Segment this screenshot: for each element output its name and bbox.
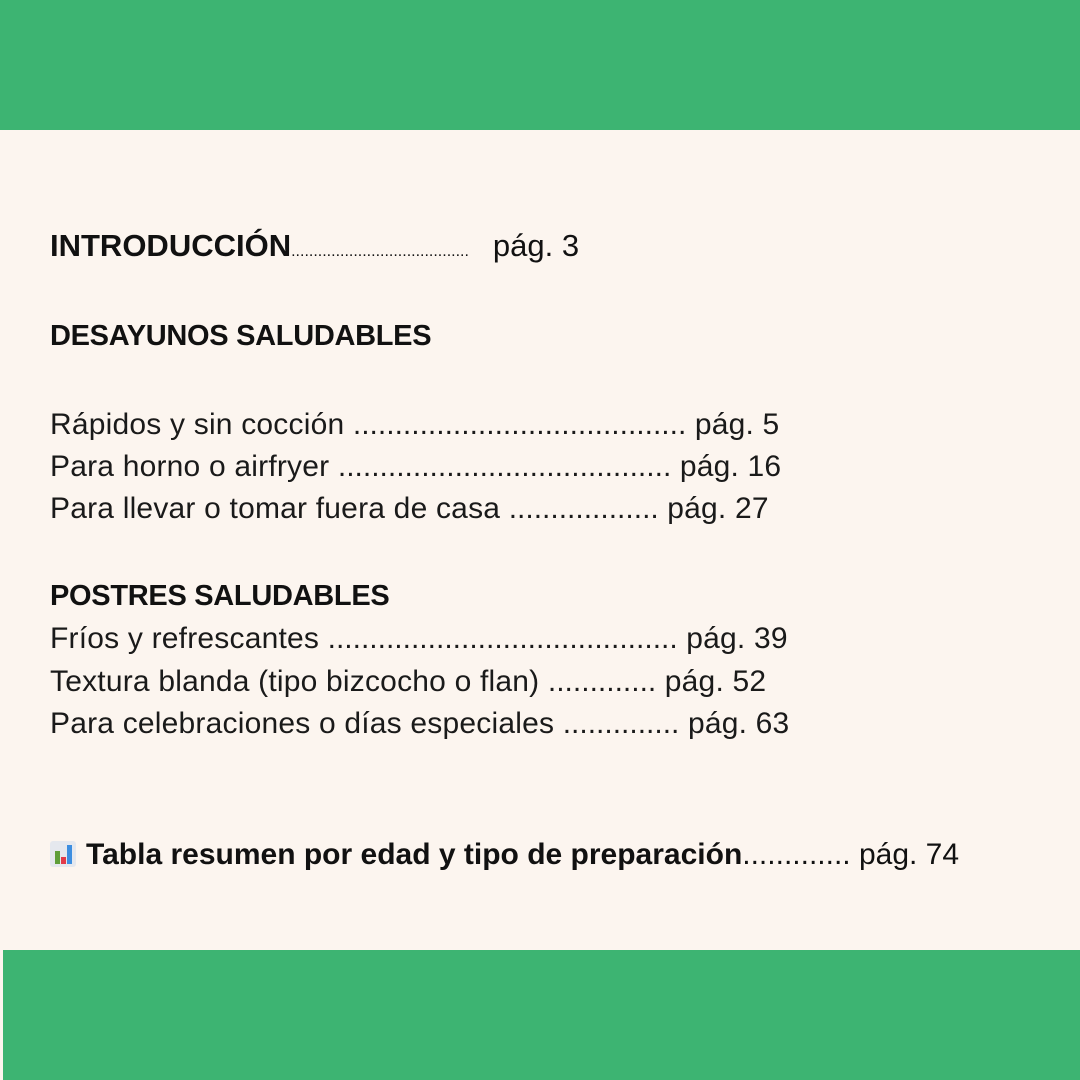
bottom-green-band <box>3 950 1080 1080</box>
page-number: pág. 52 <box>656 665 767 698</box>
leader-dots: ............. <box>742 838 851 871</box>
toc-entry[interactable] <box>50 492 769 526</box>
leader-dots: ........................................ <box>352 408 687 441</box>
section-heading-postres: POSTRES SALUDABLES <box>50 580 390 612</box>
page-number: pág. 16 <box>671 450 782 483</box>
bar-chart-icon <box>50 841 76 867</box>
entry-label: Fríos y refrescantes <box>50 622 328 655</box>
page-number: pág. 74 <box>850 838 960 871</box>
page-number: pág. 27 <box>658 492 769 525</box>
toc-entry[interactable] <box>50 450 781 484</box>
entry-label: Para llevar o tomar fuera de casa <box>50 492 509 525</box>
toc-entry[interactable] <box>50 408 779 442</box>
page-number: pág. 63 <box>679 707 790 740</box>
leader-dots: .................. <box>508 492 659 525</box>
leader-dots: ............. <box>547 665 657 698</box>
page-number: pág. 5 <box>686 408 780 441</box>
leader-dots: ........................................ <box>291 243 469 260</box>
toc-entry[interactable] <box>50 665 766 699</box>
leader-dots: .............. <box>562 707 680 740</box>
toc-entry[interactable] <box>50 707 789 741</box>
section-heading-desayunos: DESAYUNOS SALUDABLES <box>50 320 432 352</box>
leader-dots: .......................................... <box>327 622 678 655</box>
page-number: pág. 3 <box>492 228 580 263</box>
intro-title: INTRODUCCIÓN <box>50 228 292 263</box>
toc-summary-table[interactable] <box>50 838 959 872</box>
entry-label: Textura blanda (tipo bizcocho o flan) <box>50 665 548 698</box>
summary-title: Tabla resumen por edad y tipo de preparación <box>86 838 743 871</box>
toc-introduction[interactable] <box>50 228 579 264</box>
entry-label: Rápidos y sin cocción <box>50 408 353 441</box>
page-number: pág. 39 <box>677 622 788 655</box>
entry-label: Para celebraciones o días especiales <box>50 707 563 740</box>
entry-label: Para horno o airfryer <box>50 450 338 483</box>
top-green-band <box>0 0 1080 130</box>
leader-dots: ........................................ <box>337 450 672 483</box>
toc-entry[interactable] <box>50 622 788 656</box>
